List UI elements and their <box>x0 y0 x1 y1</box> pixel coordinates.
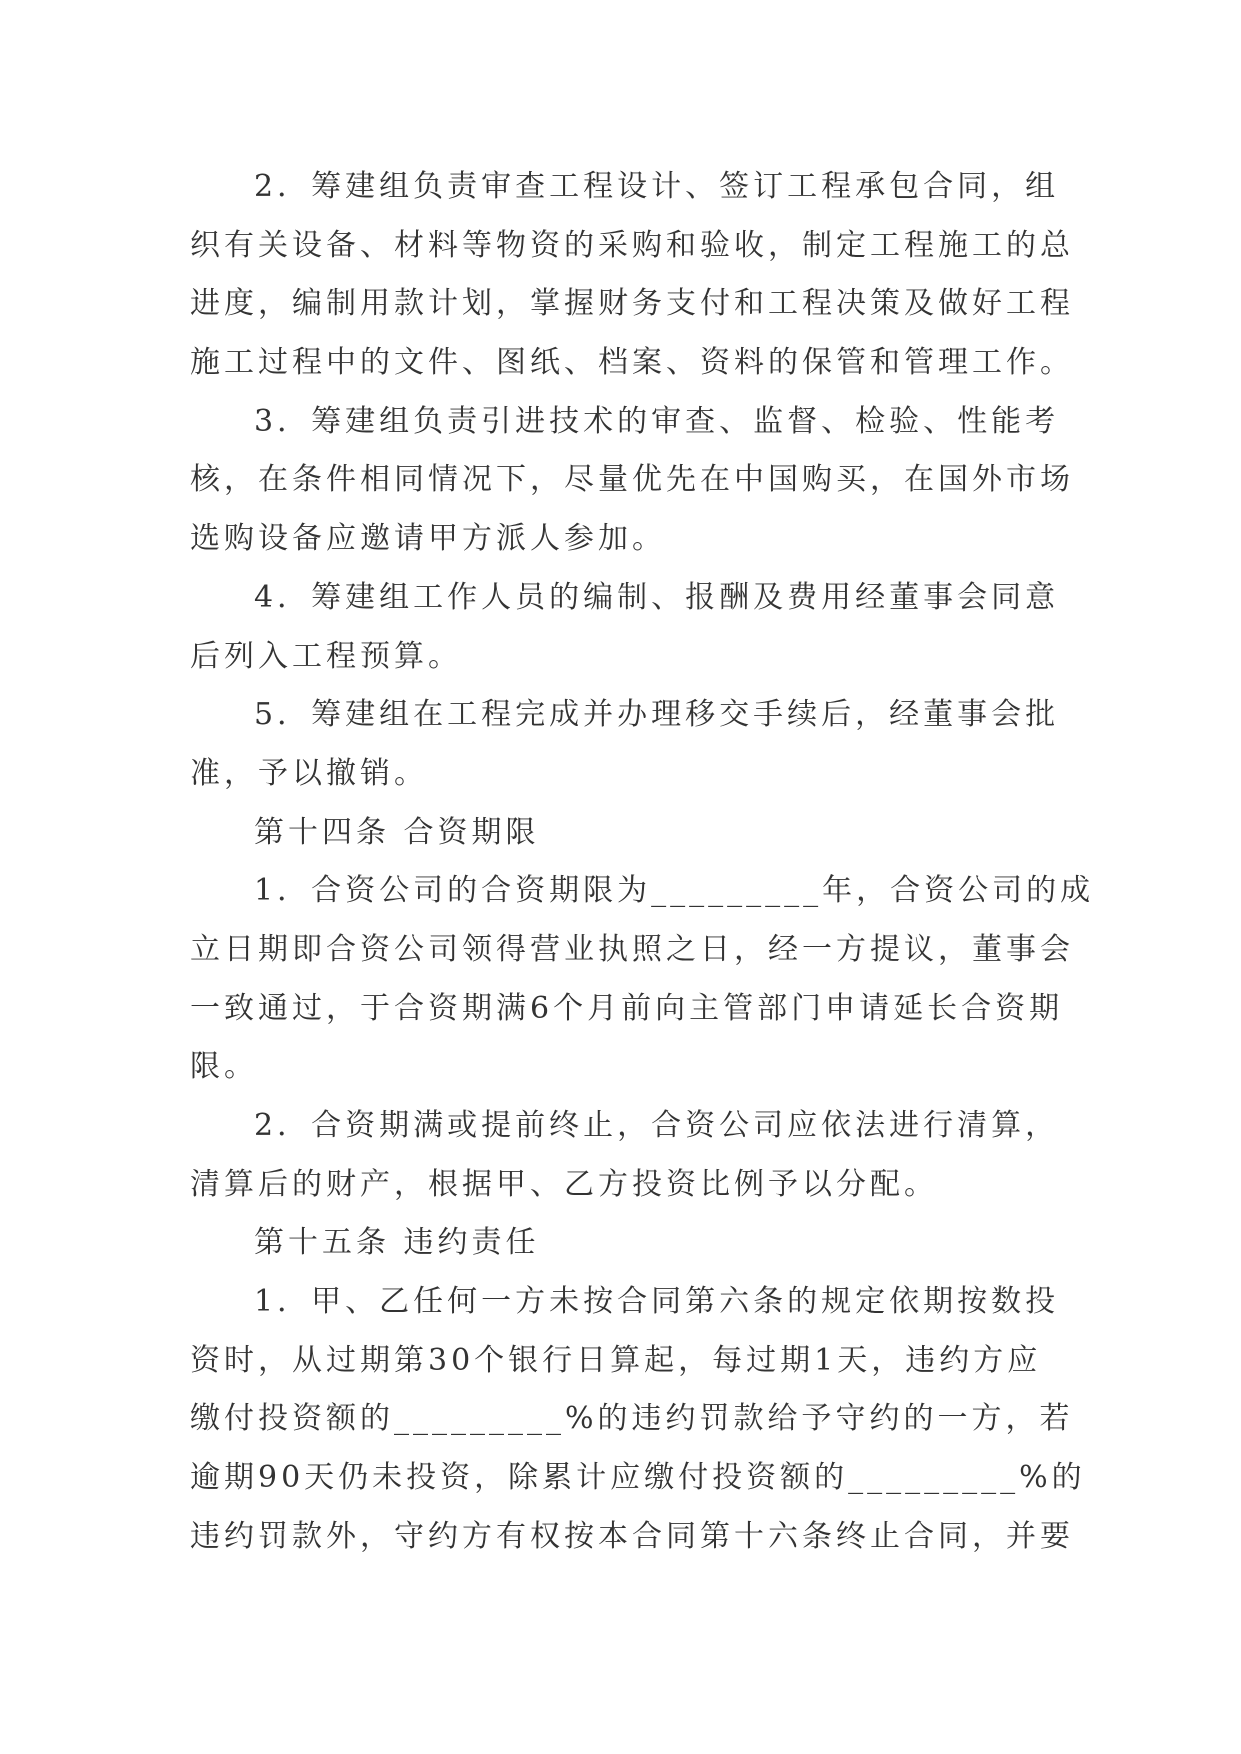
text-line: 立日期即合资公司领得营业执照之日，经一方提议，董事会 <box>190 931 1074 967</box>
text-line: 限。 <box>190 1049 258 1085</box>
text-line: 织有关设备、材料等物资的采购和验收，制定工程施工的总 <box>190 227 1074 263</box>
text-line: 3．筹建组负责引进技术的审查、监督、检验、性能考 <box>254 403 1060 439</box>
text-line: 资时，从过期第30个银行日算起，每过期1天，违约方应 <box>190 1342 1042 1378</box>
text-line: 清算后的财产，根据甲、乙方投资比例予以分配。 <box>190 1166 938 1202</box>
document-body <box>190 158 1095 1567</box>
text-line: 选购设备应邀请甲方派人参加。 <box>190 521 666 557</box>
text-line: 1．合资公司的合资期限为_________年，合资公司的成 <box>254 873 1095 909</box>
text-line: 进度，编制用款计划，掌握财务支付和工程决策及做好工程 <box>190 286 1074 322</box>
text-line: 1．甲、乙任何一方未按合同第六条的规定依期按数投 <box>254 1284 1060 1320</box>
text-line: 一致通过，于合资期满6个月前向主管部门申请延长合资期 <box>190 990 1064 1026</box>
text-line: 4．筹建组工作人员的编制、报酬及费用经董事会同意 <box>254 579 1060 615</box>
text-line: 5．筹建组在工程完成并办理移交手续后，经董事会批 <box>254 697 1060 733</box>
text-line: 准，予以撤销。 <box>190 755 428 791</box>
text-line: 2．筹建组负责审查工程设计、签订工程承包合同，组 <box>254 169 1060 204</box>
text-line: 核，在条件相同情况下，尽量优先在中国购买，在国外市场 <box>190 462 1074 498</box>
text-line: 违约罚款外，守约方有权按本合同第十六条终止合同，并要 <box>190 1518 1074 1554</box>
text-line: 第十四条 合资期限 <box>254 814 540 850</box>
text-line: 2．合资期满或提前终止，合资公司应依法进行清算， <box>254 1108 1060 1143</box>
text-line: 缴付投资额的_________%的违约罚款给予守约的一方，若 <box>190 1401 1074 1437</box>
text-line: 后列入工程预算。 <box>190 638 462 674</box>
text-line: 逾期90天仍未投资，除累计应缴付投资额的_________%的 <box>190 1460 1086 1496</box>
text-line: 施工过程中的文件、图纸、档案、资料的保管和管理工作。 <box>190 345 1074 381</box>
text-line: 第十五条 违约责任 <box>254 1225 540 1261</box>
